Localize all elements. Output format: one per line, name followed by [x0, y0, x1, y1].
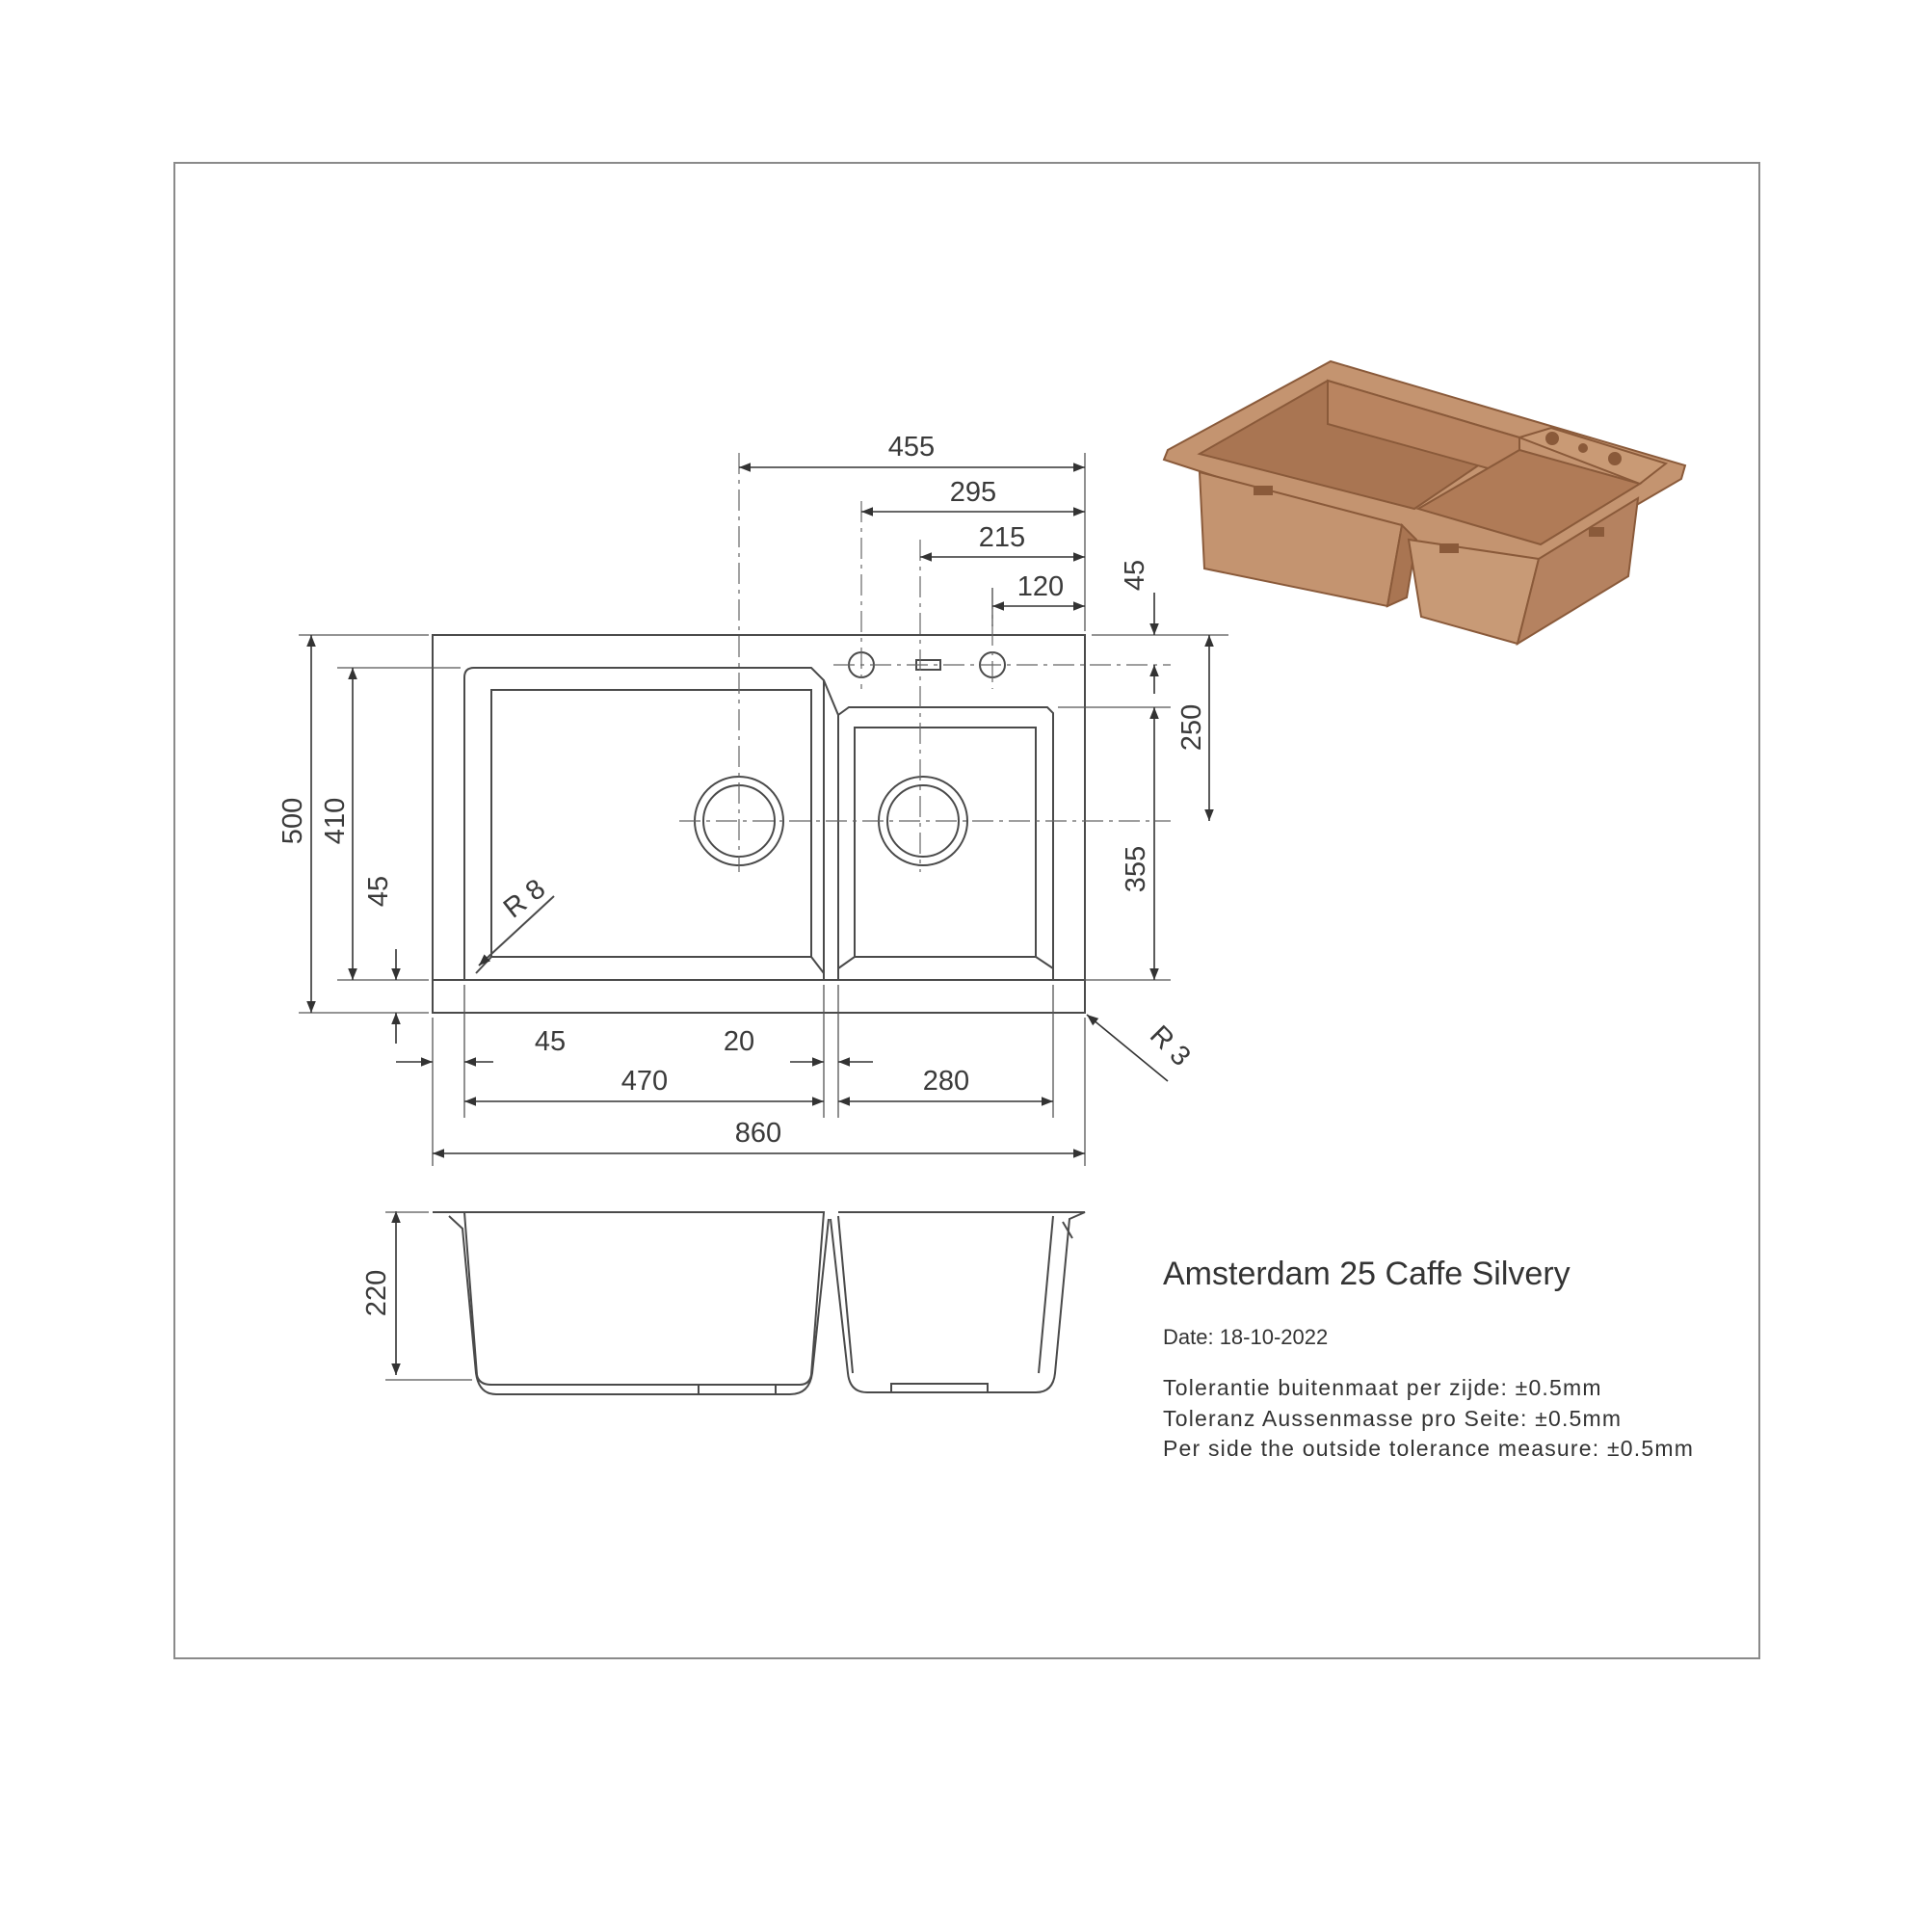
right-drain-section [891, 1384, 988, 1392]
dim-280: 280 [922, 1066, 970, 1097]
dim-295: 295 [949, 477, 997, 508]
title-block [1163, 1256, 1694, 1461]
dim-500: 500 [277, 797, 308, 845]
dimension-labels [277, 432, 1207, 1316]
tolerance-line-en: Per side the outside tolerance measure: ±0.5mm [1163, 1436, 1695, 1461]
center-lines [679, 453, 1171, 872]
sheet-border [174, 163, 1759, 1658]
dim-455: 455 [887, 432, 936, 463]
bracket-3d-2 [1440, 544, 1458, 552]
tolerance-line-nl: Tolerantie buitenmaat per zijde: ±0.5mm [1163, 1375, 1602, 1400]
drawing-date: Date: 18-10-2022 [1163, 1325, 1329, 1349]
tap-hole-3d-2 [1579, 444, 1587, 452]
left-drain-section [699, 1385, 776, 1394]
dim-right-45: 45 [1120, 559, 1150, 592]
sink-3d-render [1164, 361, 1685, 644]
radius-3: R 3 [1144, 1019, 1197, 1072]
dim-bottom-45: 45 [534, 1026, 567, 1057]
dim-215: 215 [978, 522, 1026, 553]
dim-250: 250 [1176, 703, 1207, 752]
product-title: Amsterdam 25 Caffe Silvery [1163, 1256, 1571, 1292]
extension-lines [299, 453, 1228, 1166]
tap-hole-3d-1 [1546, 433, 1558, 444]
tolerance-line-de: Toleranz Aussenmasse pro Seite: ±0.5mm [1163, 1406, 1623, 1431]
dim-220: 220 [361, 1269, 392, 1317]
dimension-lines [311, 467, 1209, 1375]
dim-410: 410 [320, 797, 351, 845]
tap-hole-3d-3 [1609, 453, 1621, 464]
dim-left-45: 45 [363, 875, 394, 908]
right-bowl [838, 707, 1053, 980]
dim-355: 355 [1121, 845, 1151, 893]
dim-860: 860 [734, 1118, 782, 1149]
dim-470: 470 [620, 1066, 669, 1097]
section-view [433, 1212, 1085, 1394]
radius-8: R 8 [497, 873, 552, 925]
bracket-3d-1 [1254, 487, 1272, 494]
bracket-3d-3 [1590, 528, 1603, 536]
dim-120: 120 [1016, 571, 1065, 602]
dim-bottom-20: 20 [723, 1026, 755, 1057]
left-bowl [464, 668, 824, 980]
plan-view [433, 635, 1085, 1013]
